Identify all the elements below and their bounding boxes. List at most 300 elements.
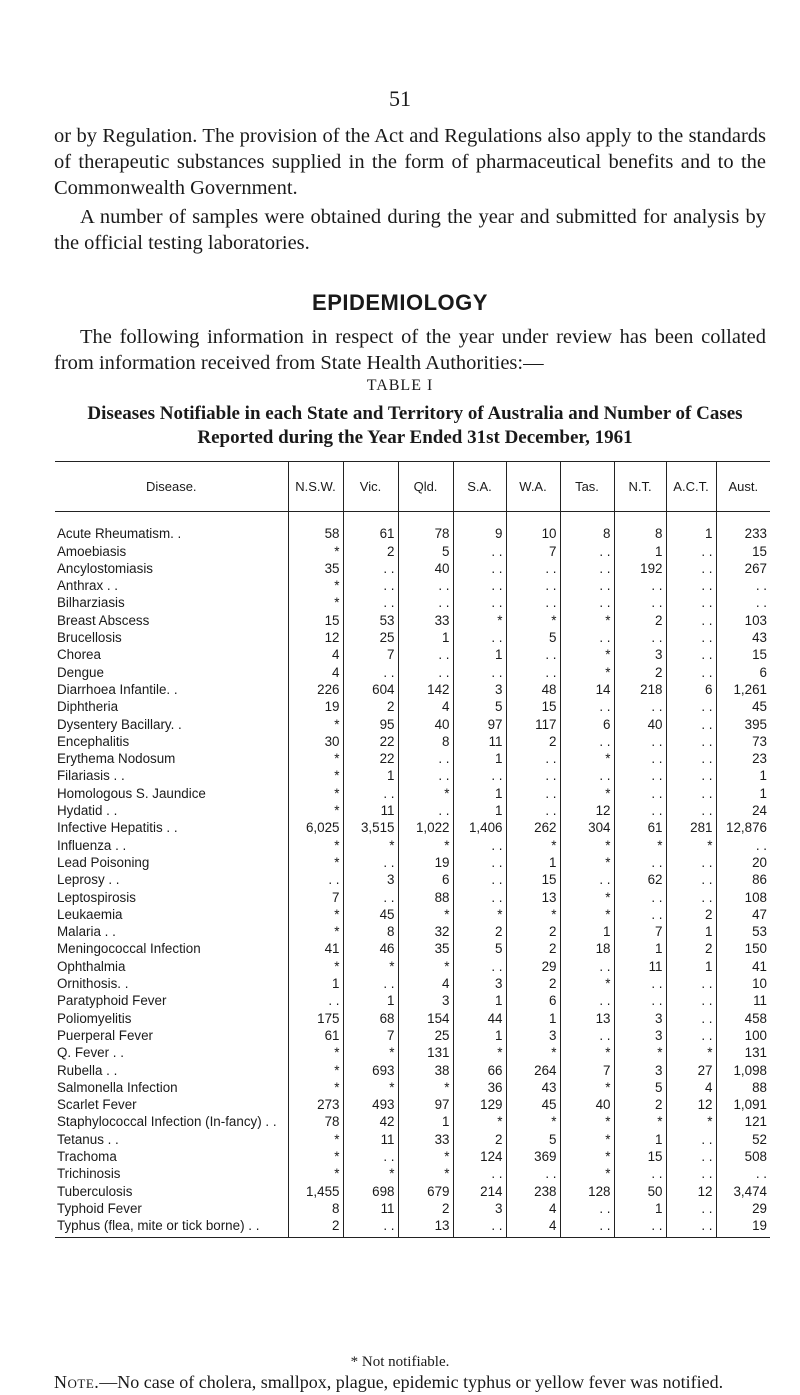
cell-vic: 3,515 xyxy=(343,818,398,835)
disease-name: Ancylostomiasis xyxy=(57,560,153,576)
disease-name: Bilharziasis xyxy=(57,595,125,611)
paragraph-intro: The following information in respect of the year under review has been collated from information received from State Health Authorities:— xyxy=(54,326,766,374)
col-qld: Qld. xyxy=(398,462,453,512)
cell-aust: 121 xyxy=(716,1112,770,1129)
cell-qld: . . xyxy=(398,766,453,783)
cell-act: . . xyxy=(666,576,716,593)
cell-vic: 22 xyxy=(343,732,398,749)
cell-aust: . . xyxy=(716,835,770,852)
table-body xyxy=(55,512,770,1238)
col-nt: N.T. xyxy=(614,462,666,512)
col-vic: Vic. xyxy=(343,462,398,512)
cell-tas: * xyxy=(560,1164,614,1181)
cell-nsw: 8 xyxy=(288,1199,343,1216)
cell-nsw: * xyxy=(288,1060,343,1077)
cell-aust: 52 xyxy=(716,1129,770,1146)
cell-nsw: * xyxy=(288,853,343,870)
cell-aust: 3,474 xyxy=(716,1181,770,1198)
cell-tas: . . xyxy=(560,1216,614,1238)
cell-nt: 40 xyxy=(614,714,666,731)
cell-act: . . xyxy=(666,732,716,749)
cell-sa: * xyxy=(453,1112,506,1129)
cell-aust: 1,098 xyxy=(716,1060,770,1077)
cell-act: 6 xyxy=(666,680,716,697)
cell-aust: 267 xyxy=(716,559,770,576)
disease-name: Trachoma xyxy=(57,1148,117,1164)
disease-name: Rubella . . xyxy=(57,1062,118,1078)
cell-act: * xyxy=(666,1043,716,1060)
cell-sa: . . xyxy=(453,628,506,645)
cell-act: . . xyxy=(666,853,716,870)
cell-nt: 218 xyxy=(614,680,666,697)
cell-wa: . . xyxy=(506,559,560,576)
cell-qld: 1 xyxy=(398,628,453,645)
cell-nt: . . xyxy=(614,766,666,783)
cell-nsw: 19 xyxy=(288,697,343,714)
cell-qld: 4 xyxy=(398,974,453,991)
cell-qld: * xyxy=(398,1078,453,1095)
cell-qld: 142 xyxy=(398,680,453,697)
cell-vic: 11 xyxy=(343,1199,398,1216)
cell-wa: . . xyxy=(506,593,560,610)
cell-nt: 1 xyxy=(614,939,666,956)
cell-qld: 35 xyxy=(398,939,453,956)
cell-tas: * xyxy=(560,1112,614,1129)
cell-sa: 5 xyxy=(453,939,506,956)
cell-act: 27 xyxy=(666,1060,716,1077)
table-row xyxy=(55,818,770,835)
cell-tas: . . xyxy=(560,593,614,610)
cell-nsw: * xyxy=(288,783,343,800)
disease-name: Encephalitis xyxy=(57,733,130,749)
cell-aust: 395 xyxy=(716,714,770,731)
cell-tas: . . xyxy=(560,576,614,593)
cell-qld: 131 xyxy=(398,1043,453,1060)
cell-act: . . xyxy=(666,559,716,576)
disease-name: Malaria . . xyxy=(57,924,116,940)
cell-tas: * xyxy=(560,662,614,679)
disease-name: Trichinosis xyxy=(57,1166,121,1182)
cell-sa: 1 xyxy=(453,749,506,766)
disease-name: Leprosy . . xyxy=(57,872,120,888)
table-row xyxy=(55,714,770,731)
cell-nt: . . xyxy=(614,905,666,922)
cell-qld: 40 xyxy=(398,559,453,576)
cell-wa: 117 xyxy=(506,714,560,731)
cell-wa: . . xyxy=(506,645,560,662)
table-row xyxy=(55,1164,770,1181)
table-row xyxy=(55,1199,770,1216)
cell-vic: * xyxy=(343,835,398,852)
cell-aust: 53 xyxy=(716,922,770,939)
table-row xyxy=(55,559,770,576)
cell-vic: . . xyxy=(343,662,398,679)
cell-vic: 7 xyxy=(343,1026,398,1043)
cell-nsw: 12 xyxy=(288,628,343,645)
cell-tas: * xyxy=(560,1147,614,1164)
cell-vic: 693 xyxy=(343,1060,398,1077)
table-row xyxy=(55,870,770,887)
cell-tas: 14 xyxy=(560,680,614,697)
cell-vic: 68 xyxy=(343,1008,398,1025)
cell-qld: 1,022 xyxy=(398,818,453,835)
table-row xyxy=(55,905,770,922)
cell-vic: . . xyxy=(343,1216,398,1238)
cell-tas: * xyxy=(560,887,614,904)
cell-sa: 97 xyxy=(453,714,506,731)
cell-qld: 97 xyxy=(398,1095,453,1112)
cell-nt: . . xyxy=(614,853,666,870)
cell-sa: 11 xyxy=(453,732,506,749)
table-row xyxy=(55,628,770,645)
cell-act: . . xyxy=(666,610,716,627)
cell-tas: . . xyxy=(560,1199,614,1216)
cell-aust: 20 xyxy=(716,853,770,870)
table-row xyxy=(55,783,770,800)
cell-vic: 45 xyxy=(343,905,398,922)
cell-wa: 10 xyxy=(506,512,560,542)
cell-tas: 13 xyxy=(560,1008,614,1025)
cell-aust: 233 xyxy=(716,512,770,542)
cell-act: 12 xyxy=(666,1095,716,1112)
cell-wa: 4 xyxy=(506,1216,560,1238)
cell-act: . . xyxy=(666,749,716,766)
table-row xyxy=(55,593,770,610)
disease-name: Typhoid Fever xyxy=(57,1200,142,1216)
table-row xyxy=(55,645,770,662)
cell-act: . . xyxy=(666,645,716,662)
cell-aust: 1 xyxy=(716,783,770,800)
cell-tas: . . xyxy=(560,991,614,1008)
cell-qld: 154 xyxy=(398,1008,453,1025)
cell-qld: 8 xyxy=(398,732,453,749)
cell-sa: 129 xyxy=(453,1095,506,1112)
cell-wa: 43 xyxy=(506,1078,560,1095)
cell-act: 1 xyxy=(666,922,716,939)
cell-nsw: * xyxy=(288,576,343,593)
cell-sa: . . xyxy=(453,870,506,887)
cell-vic: . . xyxy=(343,559,398,576)
cell-vic: 493 xyxy=(343,1095,398,1112)
cell-qld: 19 xyxy=(398,853,453,870)
disease-name: Erythema Nodosum xyxy=(57,751,176,767)
cell-sa: * xyxy=(453,905,506,922)
cell-qld: 88 xyxy=(398,887,453,904)
cell-act: . . xyxy=(666,991,716,1008)
cell-qld: 33 xyxy=(398,610,453,627)
cell-aust: 43 xyxy=(716,628,770,645)
cell-sa: 1,406 xyxy=(453,818,506,835)
cell-aust: 86 xyxy=(716,870,770,887)
cell-nsw: . . xyxy=(288,991,343,1008)
cell-vic: 2 xyxy=(343,541,398,558)
cell-nt: . . xyxy=(614,887,666,904)
col-wa: W.A. xyxy=(506,462,560,512)
cell-sa: 1 xyxy=(453,801,506,818)
cell-aust: 41 xyxy=(716,956,770,973)
cell-wa: 2 xyxy=(506,974,560,991)
disease-name: Poliomyelitis xyxy=(57,1010,132,1026)
cell-nt: 3 xyxy=(614,645,666,662)
cell-tas: . . xyxy=(560,732,614,749)
table-row xyxy=(55,541,770,558)
cell-wa: 5 xyxy=(506,628,560,645)
cell-qld: * xyxy=(398,905,453,922)
cell-aust: . . xyxy=(716,576,770,593)
cell-nt: . . xyxy=(614,783,666,800)
cell-qld: * xyxy=(398,783,453,800)
cell-vic: 42 xyxy=(343,1112,398,1129)
disease-name: Leukaemia xyxy=(57,906,123,922)
cell-sa: . . xyxy=(453,956,506,973)
cell-aust: 108 xyxy=(716,887,770,904)
cell-nt: 3 xyxy=(614,1026,666,1043)
cell-aust: 150 xyxy=(716,939,770,956)
cell-qld: * xyxy=(398,1164,453,1181)
col-sa: S.A. xyxy=(453,462,506,512)
cell-act: . . xyxy=(666,870,716,887)
cell-act: . . xyxy=(666,628,716,645)
cell-sa: 3 xyxy=(453,680,506,697)
disease-name: Influenza . . xyxy=(57,837,127,853)
disease-name: Q. Fever . . xyxy=(57,1045,124,1061)
cell-qld: . . xyxy=(398,576,453,593)
cell-wa: * xyxy=(506,905,560,922)
cell-vic: 2 xyxy=(343,697,398,714)
cell-nsw: * xyxy=(288,1043,343,1060)
table-row xyxy=(55,853,770,870)
cell-sa: 1 xyxy=(453,645,506,662)
table-row xyxy=(55,1043,770,1060)
cell-qld: 5 xyxy=(398,541,453,558)
cell-qld: 32 xyxy=(398,922,453,939)
col-disease: Disease. xyxy=(55,462,288,512)
cell-nsw: 4 xyxy=(288,662,343,679)
cell-sa: 44 xyxy=(453,1008,506,1025)
cell-wa: * xyxy=(506,1112,560,1129)
cell-act: . . xyxy=(666,1129,716,1146)
table-row xyxy=(55,662,770,679)
cell-nt: . . xyxy=(614,593,666,610)
table-row xyxy=(55,1060,770,1077)
cell-qld: . . xyxy=(398,645,453,662)
cell-vic: 1 xyxy=(343,991,398,1008)
cell-vic: 46 xyxy=(343,939,398,956)
cell-tas: 18 xyxy=(560,939,614,956)
cell-nsw: * xyxy=(288,1129,343,1146)
cell-tas: . . xyxy=(560,628,614,645)
cell-nsw: 175 xyxy=(288,1008,343,1025)
cell-wa: . . xyxy=(506,662,560,679)
disease-name: Puerperal Fever xyxy=(57,1027,154,1043)
cell-act: . . xyxy=(666,1164,716,1181)
cell-aust: 23 xyxy=(716,749,770,766)
cell-wa: 45 xyxy=(506,1095,560,1112)
cell-sa: . . xyxy=(453,766,506,783)
cell-nsw: 61 xyxy=(288,1026,343,1043)
cell-nsw: 15 xyxy=(288,610,343,627)
cell-qld: 679 xyxy=(398,1181,453,1198)
cell-sa: . . xyxy=(453,853,506,870)
cell-nsw: * xyxy=(288,905,343,922)
disease-name: Ophthalmia xyxy=(57,958,126,974)
cell-wa: * xyxy=(506,1043,560,1060)
table-row xyxy=(55,610,770,627)
table-row xyxy=(55,1078,770,1095)
table-row xyxy=(55,1147,770,1164)
cell-act: 2 xyxy=(666,939,716,956)
cell-act: * xyxy=(666,835,716,852)
cell-sa: . . xyxy=(453,662,506,679)
cell-tas: . . xyxy=(560,870,614,887)
cell-sa: . . xyxy=(453,559,506,576)
cell-vic: . . xyxy=(343,783,398,800)
cell-sa: 124 xyxy=(453,1147,506,1164)
diseases-table xyxy=(55,461,770,1238)
cell-nsw: 226 xyxy=(288,680,343,697)
cell-nsw: 2 xyxy=(288,1216,343,1238)
cell-act: * xyxy=(666,1112,716,1129)
cell-tas: 1 xyxy=(560,922,614,939)
cell-nsw: 30 xyxy=(288,732,343,749)
cell-nt: 61 xyxy=(614,818,666,835)
cell-vic: 11 xyxy=(343,801,398,818)
cell-aust: 11 xyxy=(716,991,770,1008)
cell-sa: * xyxy=(453,1043,506,1060)
cell-act: 1 xyxy=(666,512,716,542)
cell-nt: 1 xyxy=(614,1199,666,1216)
cell-qld: 13 xyxy=(398,1216,453,1238)
cell-sa: 214 xyxy=(453,1181,506,1198)
col-nsw: N.S.W. xyxy=(288,462,343,512)
cell-aust: 103 xyxy=(716,610,770,627)
cell-tas: * xyxy=(560,749,614,766)
cell-tas: . . xyxy=(560,697,614,714)
cell-vic: . . xyxy=(343,576,398,593)
table-row xyxy=(55,801,770,818)
cell-vic: 1 xyxy=(343,766,398,783)
cell-nt: 11 xyxy=(614,956,666,973)
col-aust: Aust. xyxy=(716,462,770,512)
cell-nt: 2 xyxy=(614,1095,666,1112)
cell-act: . . xyxy=(666,1216,716,1238)
cell-tas: . . xyxy=(560,541,614,558)
disease-name: Leptospirosis xyxy=(57,889,136,905)
table-row xyxy=(55,991,770,1008)
cell-sa: 66 xyxy=(453,1060,506,1077)
cell-wa: 264 xyxy=(506,1060,560,1077)
cell-act: . . xyxy=(666,541,716,558)
cell-tas: * xyxy=(560,610,614,627)
cell-sa: . . xyxy=(453,1164,506,1181)
cell-sa: 5 xyxy=(453,697,506,714)
cell-wa: 7 xyxy=(506,541,560,558)
disease-name: Anthrax . . xyxy=(57,578,119,594)
cell-act: . . xyxy=(666,1147,716,1164)
cell-tas: 12 xyxy=(560,801,614,818)
table-row xyxy=(55,680,770,697)
cell-tas: * xyxy=(560,835,614,852)
cell-sa: 3 xyxy=(453,974,506,991)
cell-aust: 19 xyxy=(716,1216,770,1238)
cell-nsw: * xyxy=(288,956,343,973)
disease-name: Scarlet Fever xyxy=(57,1097,137,1113)
cell-nt: . . xyxy=(614,991,666,1008)
cell-nt: . . xyxy=(614,749,666,766)
cell-act: . . xyxy=(666,974,716,991)
cell-nt: 15 xyxy=(614,1147,666,1164)
cell-nsw: 273 xyxy=(288,1095,343,1112)
cell-nsw: * xyxy=(288,1078,343,1095)
cell-qld: 78 xyxy=(398,512,453,542)
table-row xyxy=(55,1129,770,1146)
cell-nsw: * xyxy=(288,1164,343,1181)
disease-name: Acute Rheumatism. . xyxy=(57,526,182,542)
cell-sa: 1 xyxy=(453,1026,506,1043)
cell-tas: 8 xyxy=(560,512,614,542)
cell-wa: 4 xyxy=(506,1199,560,1216)
table-row xyxy=(55,1095,770,1112)
table-row xyxy=(55,1181,770,1198)
section-heading: EPIDEMIOLOGY xyxy=(312,290,488,315)
cell-wa: . . xyxy=(506,1164,560,1181)
table-row xyxy=(55,512,770,542)
cell-tas: * xyxy=(560,1043,614,1060)
cell-nt: . . xyxy=(614,732,666,749)
footnote: * Not notifiable. xyxy=(350,1354,450,1370)
table-header-row xyxy=(55,462,770,512)
cell-aust: 458 xyxy=(716,1008,770,1025)
disease-name: Paratyphoid Fever xyxy=(57,993,167,1009)
cell-tas: 128 xyxy=(560,1181,614,1198)
cell-nsw: 6,025 xyxy=(288,818,343,835)
cell-qld: * xyxy=(398,1147,453,1164)
disease-name: Dengue xyxy=(57,664,104,680)
cell-act: . . xyxy=(666,887,716,904)
cell-qld: 38 xyxy=(398,1060,453,1077)
cell-nt: * xyxy=(614,1043,666,1060)
cell-aust: . . xyxy=(716,593,770,610)
cell-vic: 95 xyxy=(343,714,398,731)
cell-sa: 1 xyxy=(453,991,506,1008)
cell-act: . . xyxy=(666,1008,716,1025)
cell-nt: . . xyxy=(614,697,666,714)
cell-tas: 7 xyxy=(560,1060,614,1077)
cell-wa: 1 xyxy=(506,853,560,870)
cell-sa: 2 xyxy=(453,922,506,939)
disease-name: Chorea xyxy=(57,647,101,663)
cell-aust: 15 xyxy=(716,645,770,662)
table-row xyxy=(55,835,770,852)
cell-qld: . . xyxy=(398,801,453,818)
cell-nt: 1 xyxy=(614,1129,666,1146)
cell-qld: 25 xyxy=(398,1026,453,1043)
disease-name: Dysentery Bacillary. . xyxy=(57,716,182,732)
cell-wa: 1 xyxy=(506,1008,560,1025)
cell-sa: . . xyxy=(453,541,506,558)
note xyxy=(54,1372,774,1393)
cell-nt: 62 xyxy=(614,870,666,887)
cell-nsw: * xyxy=(288,541,343,558)
cell-act: . . xyxy=(666,801,716,818)
cell-tas: 304 xyxy=(560,818,614,835)
cell-act: . . xyxy=(666,714,716,731)
cell-wa: . . xyxy=(506,801,560,818)
page-number: 51 xyxy=(389,86,411,111)
cell-vic: . . xyxy=(343,974,398,991)
cell-vic: . . xyxy=(343,1147,398,1164)
table-label: TABLE I xyxy=(366,377,434,394)
